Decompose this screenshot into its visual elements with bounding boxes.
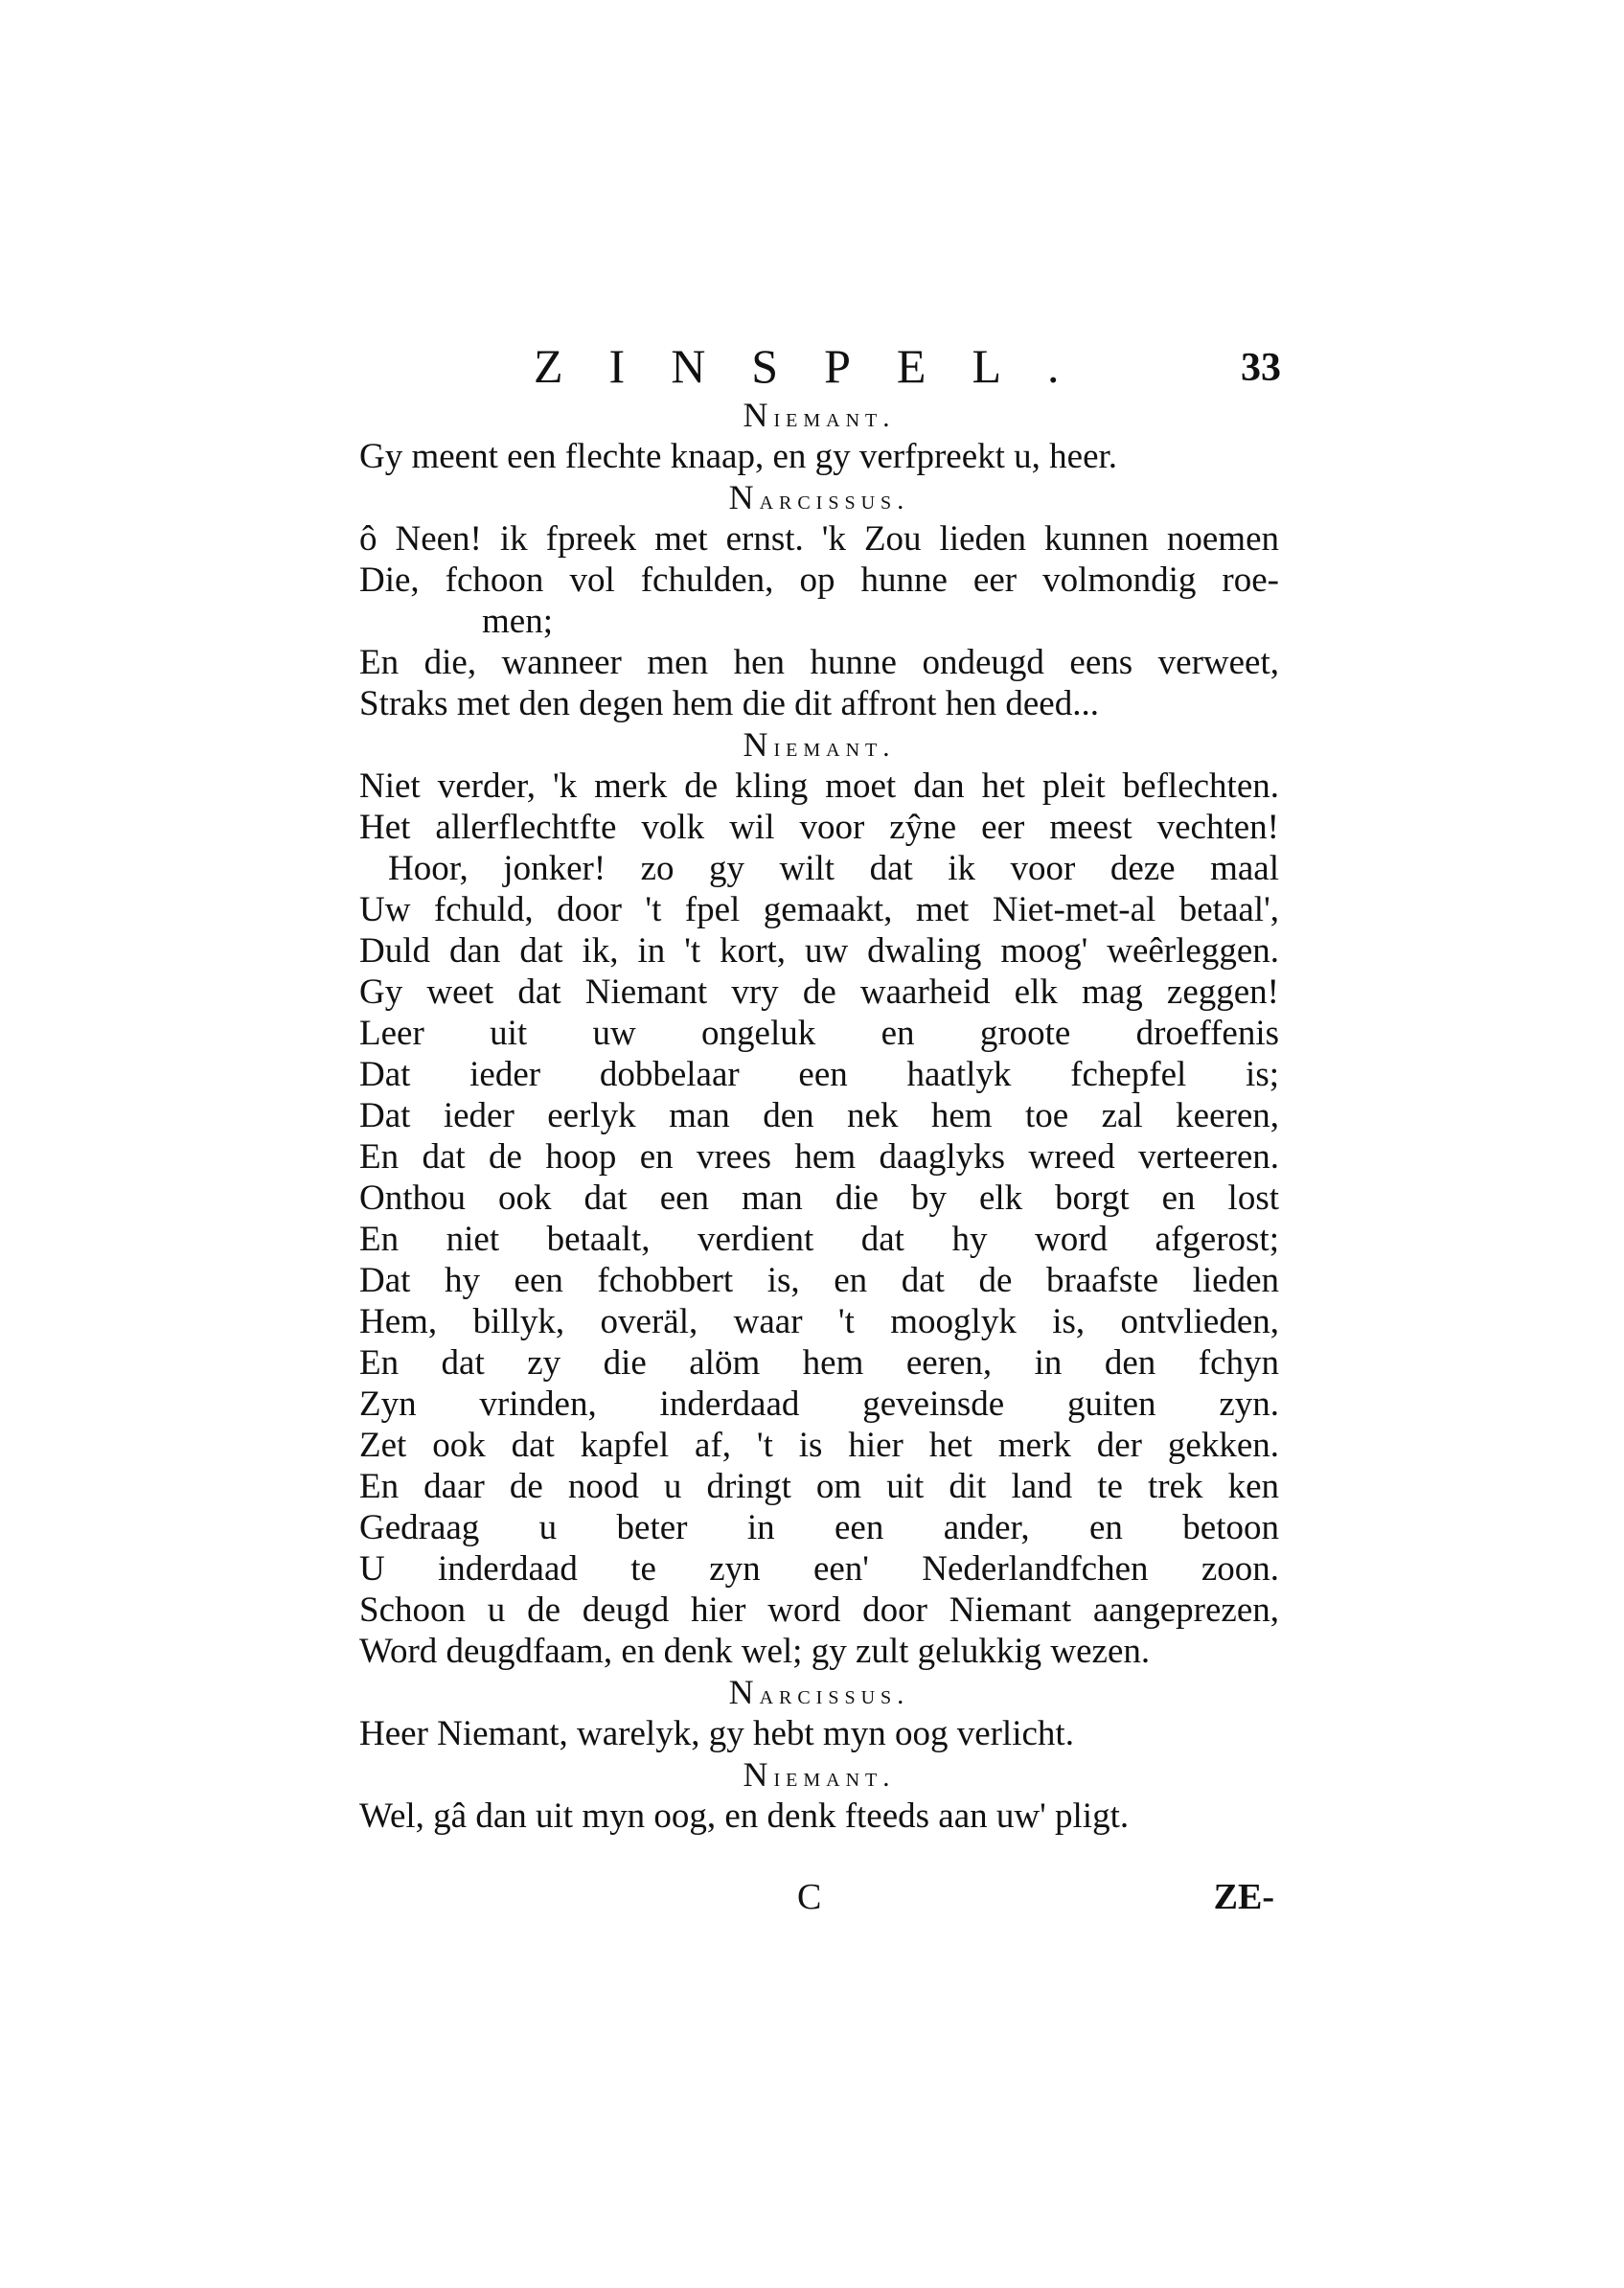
verse-line: Onthou ook dat een man die by elk borgt en lost (359, 1178, 1279, 1218)
verse-line: Straks met den degen hem die dit affront hen deed... (359, 684, 1099, 723)
verse-line: Die, fchoon vol fchulden, op hunne eer volmondig roe- (359, 561, 1279, 600)
verse-line: Leer uit uw ongeluk en groote droeffenis (359, 1014, 1279, 1053)
verse-line: Duld dan dat ik, in 't kort, uw dwaling moog' weêrleggen. (359, 931, 1279, 971)
speaker-name: Niemant. (743, 725, 896, 764)
verse-line: Dat hy een fchobbert is, en dat de braafste lieden (359, 1261, 1279, 1300)
speaker-name: Narcissus. (728, 478, 910, 516)
verse-line: Dat ieder dobbelaar een haatlyk fchepfel is; (359, 1055, 1279, 1094)
verse-line: En die, wanneer men hen hunne ondeugd eens verweet, (359, 643, 1279, 682)
verse-line: Het allerflechtfte volk wil voor zŷne eer meest vechten! (359, 808, 1279, 847)
verse-line: Zet ook dat kapfel af, 't is hier het merk der gekken. (359, 1426, 1279, 1465)
verse-line: Dat ieder eerlyk man den nek hem toe zal keeren, (359, 1096, 1279, 1135)
verse-line: Hem, billyk, overäl, waar 't mooglyk is, ontvlieden, (359, 1302, 1279, 1341)
verse-line: Uw fchuld, door 't fpel gemaakt, met Niet-met-al betaal', (359, 890, 1279, 929)
verse-line: En daar de nood u dringt om uit dit land te trek ken (359, 1467, 1279, 1506)
verse-line: En dat de hoop en vrees hem daaglyks wreed verteeren. (359, 1137, 1279, 1177)
verse-text-block (359, 395, 1279, 1837)
speaker-name: Niemant. (743, 396, 896, 434)
verse-line: Niet verder, 'k merk de kling moet dan het pleit beflechten. (359, 766, 1279, 806)
verse-line: Gedraag u beter in een ander, en betoon (359, 1508, 1279, 1547)
verse-line: Hoor, jonker! zo gy wilt dat ik voor deze maal (388, 849, 1279, 888)
page-footer (795, 1868, 1274, 1926)
signature-mark: C (797, 1877, 822, 1917)
verse-line: En dat zy die alöm hem eeren, in den fchyn (359, 1343, 1279, 1383)
verse-line: U inderdaad te zyn een' Nederlandfchen zoon. (359, 1549, 1279, 1589)
verse-line: Heer Niemant, warelyk, gy hebt myn oog verlicht. (359, 1714, 1074, 1753)
verse-line: Word deugdfaam, en denk wel; gy zult gelukkig wezen. (359, 1632, 1151, 1671)
verse-line: Zyn vrinden, inderdaad geveinsde guiten zyn. (359, 1384, 1279, 1424)
verse-line: En niet betaalt, verdient dat hy word afgerost; (359, 1220, 1279, 1259)
speaker-name: Niemant. (743, 1755, 896, 1794)
page-number: 33 (1241, 346, 1281, 390)
running-head (534, 337, 1281, 395)
catchword: ZE- (1213, 1877, 1274, 1917)
running-title: ZINSPEL. (534, 339, 1106, 393)
verse-line: Wel, gâ dan uit myn oog, en denk fteeds aan uw' pligt. (359, 1796, 1130, 1836)
verse-line: Gy meent een flechte knaap, en gy verfpreekt u, heer. (359, 437, 1118, 476)
verse-continuation: men; (482, 602, 553, 641)
speaker-name: Narcissus. (728, 1673, 910, 1711)
verse-line: Schoon u de deugd hier word door Niemant aangeprezen, (359, 1590, 1279, 1630)
verse-line: ô Neen! ik fpreek met ernst. 'k Zou lieden kunnen noemen (359, 519, 1279, 559)
verse-line: Gy weet dat Niemant vry de waarheid elk mag zeggen! (359, 972, 1279, 1012)
